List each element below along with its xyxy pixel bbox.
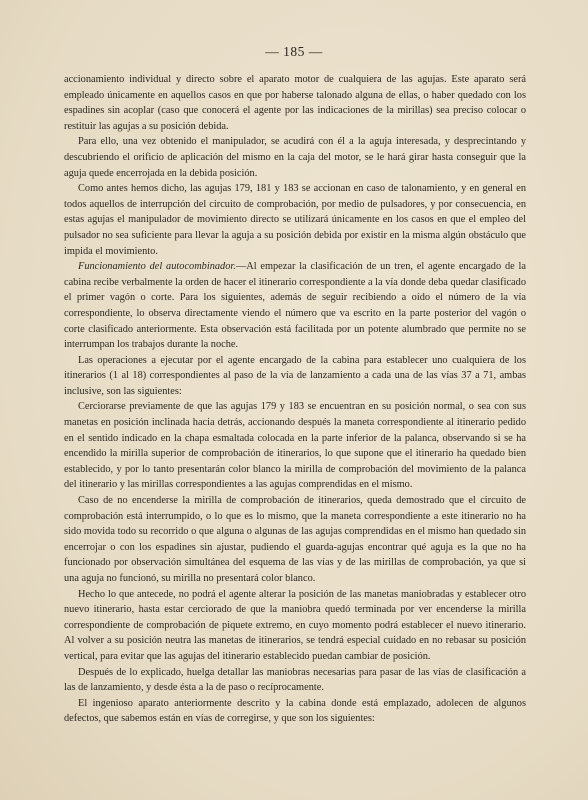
paragraph: Caso de no encenderse la mirilla de comprobación de itinerarios, queda demostrado que el circuito de comprobación está interrumpido, o lo que es lo mismo, que la maneta correspondiente a este itinerario no ha sido movida todo su recorrido o que alguna o algunas de las agujas comprendidas en el mismo han quedado sin encerrojar o con los espadines sin ajustar, pudiendo el guarda-agujas encontrar qué aguja es la que no ha funcionado por observación simultánea del esquema de las vías y de las mirillas de comprobación, ya que si una aguja no funcionó, su mirilla no presentará color blanco. [64, 495, 526, 584]
paragraph: Para ello, una vez obtenido el manipulador, se acudirá con él a la aguja interesada, y desprecintando y descubriendo el orificio de aplicación del mismo en la caja del motor, se le hará girar hasta conseguir que la aguja quede encerrojada en la debida posición. [64, 136, 526, 179]
paragraph [64, 259, 526, 353]
paragraph: Después de lo explicado, huelga detallar las maniobras necesarias para pasar de las vías de clasificación a las de lanzamiento, y desde ésta a la de paso o recíprocamente. [64, 666, 526, 694]
section-title: Funcionamiento del autocombinador. [78, 261, 236, 273]
paragraph: Como antes hemos dicho, las agujas 179, 181 y 183 se accionan en caso de talonamiento, y en general en todos aquellos de interrupción del circuito de comprobación, por medio de pulsadores, y por consecuencia, en estas agujas el manipulador de movimiento directo se utilizará únicamente en los casos en que el empleo del pulsador no sea suficiente para llevar la aguja a su posición debida por existir en la misma algún obstáculo que impida el movimiento. [64, 183, 526, 257]
paragraph: Cerciorarse previamente de que las agujas 179 y 183 se encuentran en su posición normal, o sea con sus manetas en posición inclinada hacia detrás, accionando después la maneta correspondiente al itinerario pedido en el sentido indicado en la chapa esmaltada colocada en la parte inferior de la palanca, observando si se ha encendido la mirilla superior de comprobación de itinerarios, lo que supone que el itinerario ha quedado bien establecido, y por lo tanto presentarán color blanco la mirilla de comprobación del movimiento de la palanca del itinerario y las mirillas correspondientes a las agujas comprendidas en el mismo. [64, 401, 526, 491]
paragraph: accionamiento individual y directo sobre el aparato motor de cualquiera de las agujas. Este aparato será empleado únicamente en aquellos casos en que por haberse talonado alguna de ellas, o haber quedado con los espadines sin acoplar (caso que conocerá el agente por las indicaciones de la mirillas) sea preciso colocar o restituir las agujas a su posición debida. [64, 74, 526, 132]
body-text [64, 72, 526, 727]
paragraph-text: —Al empezar la clasificación de un tren, el agente encargado de la cabina recibe verbalmente la orden de hacer el itinerario correspondiente a la vía donde deba quedar clasificado el primer vagón o corte. Para los siguientes, además de seguir recibiendo a oído el número de la vía correspondiente, lo observa directamente viendo el número que va escrito en la parte posterior del vagón o corte clasificado anteriormente. Esta observación está facilitada por un potente alumbrado que permite no se interrumpan los trabajos durante la noche. [64, 261, 526, 351]
paragraph: El ingenioso aparato anteriormente descrito y la cabina donde está emplazado, adolecen de algunos defectos, que sabemos están en vías de corregirse, y que son los siguientes: [64, 697, 526, 725]
paragraph: Las operaciones a ejecutar por el agente encargado de la cabina para establecer uno cualquiera de los itinerarios (1 al 18) correspondientes al paso de la vía de lanzamiento a cada una de las vías 37 a 71, ambas inclusive, son las siguientes: [64, 354, 526, 397]
page-number: — 185 — [265, 44, 323, 59]
paragraph: Hecho lo que antecede, no podrá el agente alterar la posición de las manetas maniobradas y establecer otro nuevo itinerario, hasta estar cerciorado de que la maniobra quedó terminada por ver encenderse la mirilla correspondiente de comprobación de piquete extremo, en cuyo momento podrá establecer el nuevo itinerario. Al volver a su posición neutra las manetas de itinerarios, se tendrá especial cuidado en no rebasar su posición vertical, para evitar que las agujas del itinerario establecido puedan cambiar de posición. [64, 588, 526, 662]
